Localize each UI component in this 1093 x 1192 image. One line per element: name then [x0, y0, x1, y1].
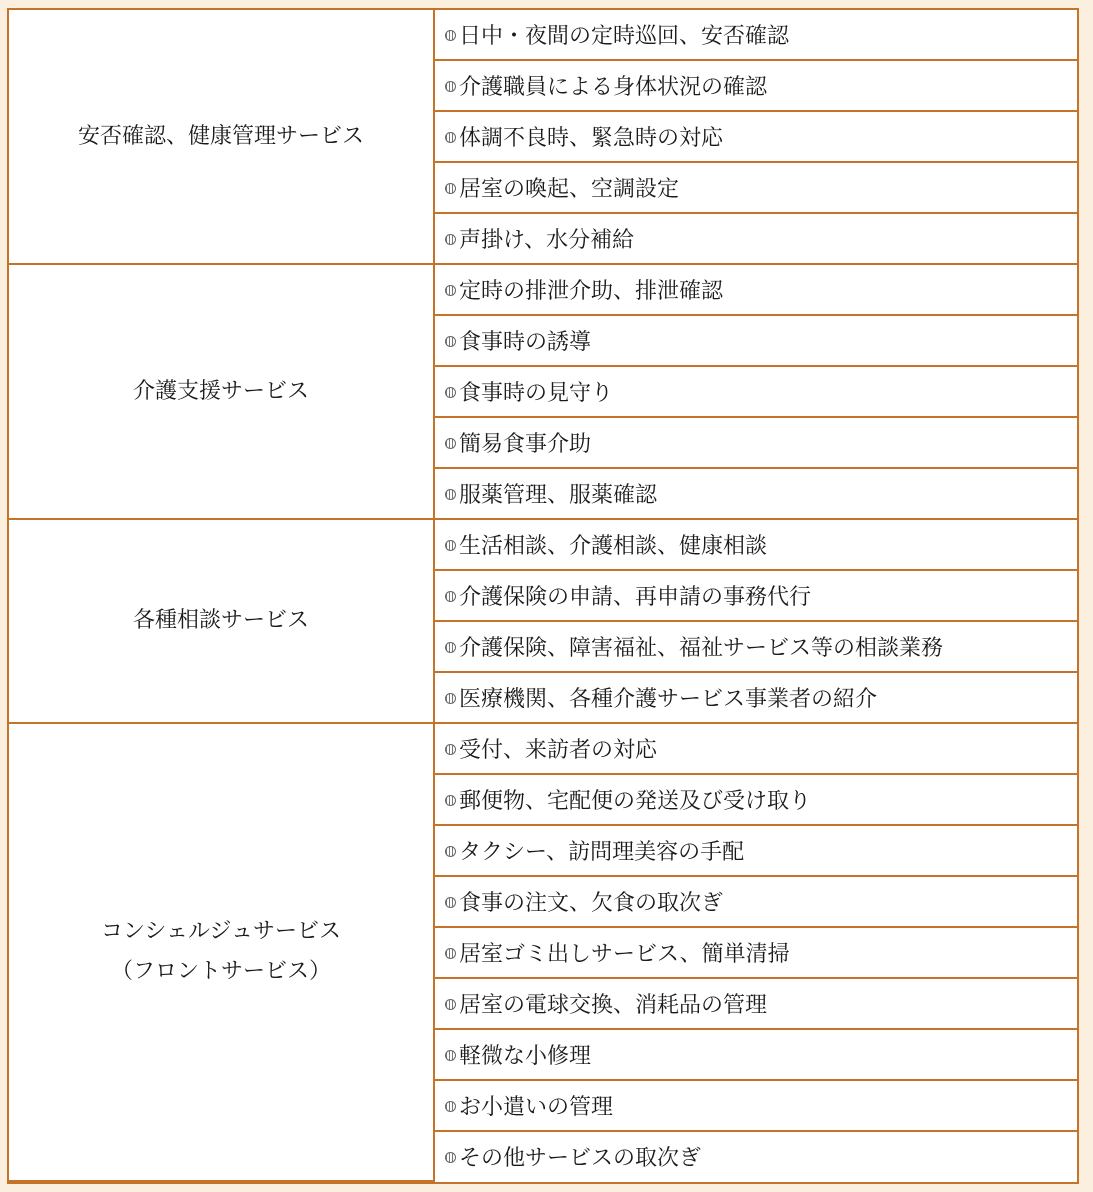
service-item [434, 417, 1077, 468]
service-item [434, 315, 1077, 366]
service-item-label: 日中・夜間の定時巡回、安否確認 [459, 24, 790, 49]
service-item [434, 162, 1077, 213]
service-item [434, 264, 1077, 315]
service-item [434, 1080, 1077, 1131]
dotted-circle-bullet-icon [445, 693, 456, 704]
dotted-circle-bullet-icon [445, 81, 456, 92]
service-item-label: 居室の喚起、空調設定 [459, 177, 680, 202]
service-item-label: その他サービスの取次ぎ [459, 1146, 702, 1171]
service-item-label: 軽微な小修理 [459, 1044, 592, 1069]
dotted-circle-bullet-icon [445, 744, 456, 755]
service-item-label: 定時の排泄介助、排泄確認 [459, 279, 724, 304]
table-row [9, 10, 1077, 60]
services-table-frame [7, 8, 1079, 1184]
service-item [434, 366, 1077, 417]
service-item [434, 1131, 1077, 1181]
service-item [434, 927, 1077, 978]
services-table [9, 10, 1077, 1182]
service-item [434, 825, 1077, 876]
table-row [9, 264, 1077, 315]
dotted-circle-bullet-icon [445, 336, 456, 347]
dotted-circle-bullet-icon [445, 387, 456, 398]
service-item [434, 60, 1077, 111]
service-item-label: 郵便物、宅配便の発送及び受け取り [459, 789, 812, 814]
service-item [434, 468, 1077, 519]
service-item [434, 774, 1077, 825]
service-item-label: 簡易食事介助 [459, 432, 592, 457]
dotted-circle-bullet-icon [445, 897, 456, 908]
service-item-label: 介護保険、障害福祉、福祉サービス等の相談業務 [459, 636, 944, 661]
service-item-label: 食事の注文、欠食の取次ぎ [459, 891, 724, 916]
service-item [434, 10, 1077, 60]
service-item-label: 受付、来訪者の対応 [459, 738, 658, 763]
dotted-circle-bullet-icon [445, 846, 456, 857]
service-item [434, 723, 1077, 774]
service-item-label: タクシー、訪問理美容の手配 [459, 840, 745, 865]
category-cell [9, 519, 434, 723]
service-item [434, 876, 1077, 927]
service-item-label: 生活相談、介護相談、健康相談 [459, 534, 768, 559]
dotted-circle-bullet-icon [445, 183, 456, 194]
dotted-circle-bullet-icon [445, 438, 456, 449]
service-item [434, 213, 1077, 264]
service-item-label: 食事時の見守り [459, 381, 614, 406]
category-cell [9, 10, 434, 264]
dotted-circle-bullet-icon [445, 234, 456, 245]
dotted-circle-bullet-icon [445, 591, 456, 602]
category-label: 介護支援サービス [132, 378, 309, 404]
category-label: 各種相談サービス [132, 608, 309, 633]
service-item-label: お小遣いの管理 [459, 1095, 614, 1120]
category-cell [9, 723, 434, 1181]
service-item [434, 1029, 1077, 1080]
dotted-circle-bullet-icon [445, 1152, 456, 1163]
service-item [434, 519, 1077, 570]
category-label: 安否確認、健康管理サービス [77, 123, 364, 149]
dotted-circle-bullet-icon [445, 132, 456, 143]
dotted-circle-bullet-icon [445, 999, 456, 1010]
service-item-label: 居室ゴミ出しサービス、簡単清掃 [459, 942, 790, 967]
service-item-label: 体調不良時、緊急時の対応 [459, 126, 724, 151]
service-item [434, 978, 1077, 1029]
service-item-label: 食事時の誘導 [459, 330, 592, 355]
category-cell [9, 264, 434, 519]
dotted-circle-bullet-icon [445, 1050, 456, 1061]
service-item-label: 服薬管理、服薬確認 [459, 483, 658, 508]
service-item-label: 居室の電球交換、消耗品の管理 [459, 993, 768, 1018]
dotted-circle-bullet-icon [445, 489, 456, 500]
service-item [434, 570, 1077, 621]
dotted-circle-bullet-icon [445, 948, 456, 959]
table-row [9, 519, 1077, 570]
dotted-circle-bullet-icon [445, 1101, 456, 1112]
dotted-circle-bullet-icon [445, 30, 456, 41]
service-item-label: 介護職員による身体状況の確認 [459, 75, 768, 100]
service-item-label: 声掛け、水分補給 [459, 228, 635, 253]
service-item-label: 医療機関、各種介護サービス事業者の紹介 [459, 687, 878, 712]
category-label: コンシェルジュサービス [100, 919, 342, 944]
service-item [434, 672, 1077, 723]
service-item [434, 621, 1077, 672]
dotted-circle-bullet-icon [445, 540, 456, 551]
dotted-circle-bullet-icon [445, 285, 456, 296]
service-item [434, 111, 1077, 162]
category-label: （フロントサービス） [110, 959, 331, 984]
dotted-circle-bullet-icon [445, 642, 456, 653]
table-row [9, 723, 1077, 774]
dotted-circle-bullet-icon [445, 795, 456, 806]
service-item-label: 介護保険の申請、再申請の事務代行 [459, 585, 812, 610]
